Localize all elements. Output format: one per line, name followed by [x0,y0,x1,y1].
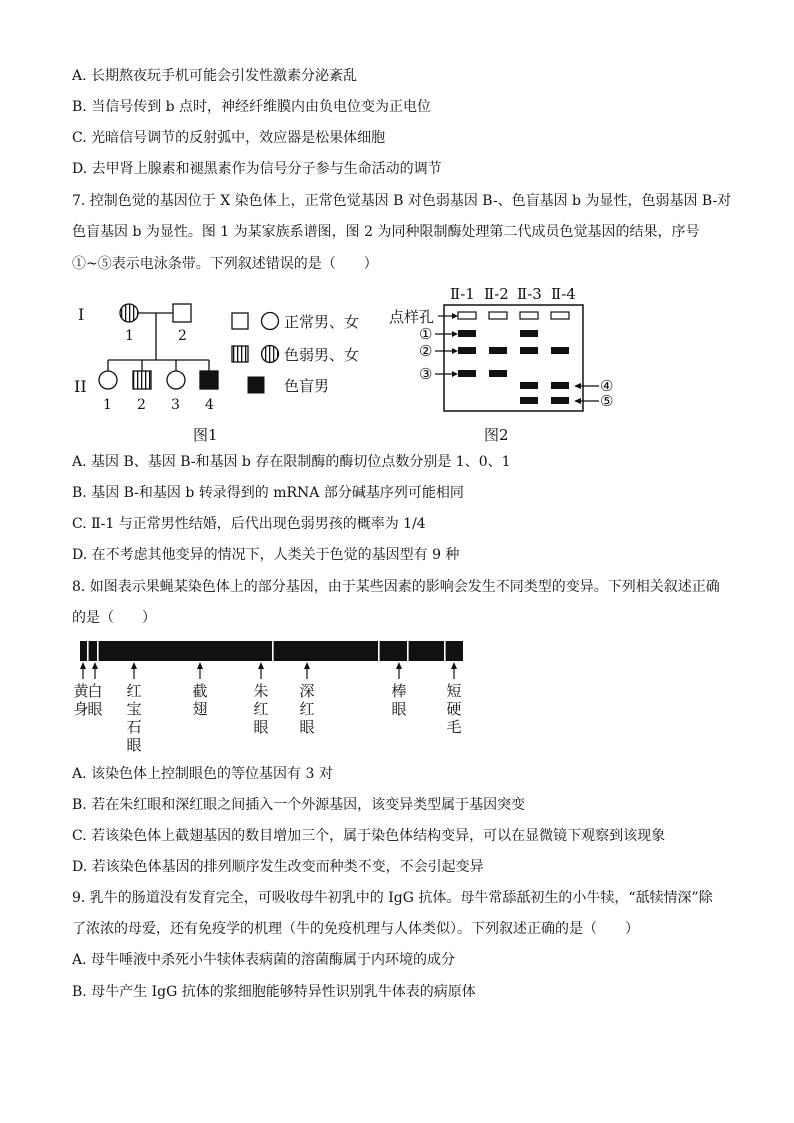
chromosome-separator [378,641,380,661]
chromosome-separator [407,641,409,661]
chromosome-separator [272,641,274,661]
gen2-num-3: 3 [171,397,180,413]
q8-option-b: B. 若在朱红眼和深红眼之间插入一个外源基因，该变异类型属于基因突变 [72,797,526,813]
gene-label: 截翅 [192,682,208,718]
lane-label-2: Ⅱ-2 [484,285,509,303]
q8-option-c: C. 若该染色体上截翅基因的数目增加三个，属于染色体结构变异，可以在显微镜下观察到该现象 [72,828,666,844]
q8-stem-line2: 的是（ ） [72,610,156,626]
band-marker-2: ② [419,342,433,360]
band-marker-5: ⑤ [600,392,614,410]
gene-locus-arrow [197,662,203,669]
q9-option-b: B. 母牛产生 IgG 抗体的浆细胞能够特异性识别乳牛体表的病原体 [72,984,476,1000]
well-lane3 [520,312,538,319]
band-lane2-3 [489,370,507,377]
chromosome-separator [87,641,89,661]
q7-stem-line1: 7. 控制色觉的基因位于 X 染色体上，正常色觉基因 B 对色弱基因 B-、色盲基因 b 为显性，色弱基因 B-对 [72,193,732,209]
pedigree-figure [72,292,392,448]
band-lane4-5 [551,397,569,404]
gen2-num-2: 2 [137,397,146,413]
legend-blind-label: 色盲男 [284,377,330,395]
gen1-male-normal [173,304,191,322]
q8-stem-line1: 8. 如图表示果蝇某染色体上的部分基因，由于某些因素的影响会发生不同类型的变异。下列相关叙述正确 [72,579,720,595]
q9-stem-line2: 了浓浓的母爱，还有免疫学的机理（牛的免疫机理与人体类似）。下列叙述正确的是（ ） [72,921,639,937]
q6-option-c: C. 光暗信号调节的反射弧中，效应器是松果体细胞 [72,130,386,146]
gen2-1-female-normal [99,371,117,389]
gene-locus-arrow [304,662,310,669]
chromosome-figure [72,636,472,758]
q6-option-b: B. 当信号传到 b 点时，神经纤维膜内由负电位变为正电位 [72,99,432,115]
band-marker-1: ① [419,325,433,343]
band-lane1-1 [458,330,476,337]
band-marker-3: ③ [419,365,433,383]
gene-label: 白眼 [87,682,103,718]
chromosome-separator [97,641,99,661]
gen2-4-male-colorblind [200,371,218,389]
gene-locus-arrow [131,662,137,669]
q6-option-a: A. 长期熬夜玩手机可能会引发性激素分泌紊乱 [72,68,358,84]
gen1-female-colorweak [120,304,138,322]
gene-label: 红宝石眼 [126,682,142,754]
q6-option-d: D. 去甲肾上腺素和褪黑素作为信号分子参与生命活动的调节 [72,161,442,177]
well-lane1 [458,312,476,319]
gene-label: 棒眼 [391,682,407,718]
lane-label-4: Ⅱ-4 [551,285,576,303]
gene-label: 深红眼 [299,682,315,736]
q8-option-d: D. 若该染色体基因的排列顺序发生改变而种类不变，不会引起变异 [72,859,484,875]
lane-label-3: Ⅱ-3 [517,285,542,303]
q7-stem-line3: ①~⑤表示电泳条带。下列叙述错误的是（ ） [72,256,378,272]
q7-option-a: A. 基因 B、基因 B-和基因 b 存在限制酶的酶切位点数分别是 1、0、1 [72,454,511,470]
figure1-caption: 图1 [193,426,218,444]
gene-locus-arrow [396,662,402,669]
q9-stem-line1: 9. 乳牛的肠道没有发育完全，可吸收母牛初乳中的 IgG 抗体。母牛常舔舐初生的小牛犊，“舐犊情深”除 [72,890,713,906]
gen2-num-4: 4 [205,397,214,413]
chromosome-bar [80,641,463,661]
legend-blind-male [248,377,264,393]
well-label: 点样孔 [389,308,435,326]
q8-option-a: A. 该染色体上控制眼色的等位基因有 3 对 [72,766,333,782]
figure2-caption: 图2 [484,426,509,444]
q7-stem-line2: 色盲基因 b 为显性。图 1 为某家族系谱图，图 2 为同种限制酶处理第二代成员色觉基因的结果，序号 [72,224,700,240]
q9-option-a: A. 母牛唾液中杀死小牛犊体表病菌的溶菌酶属于内环境的成分 [72,952,456,968]
well-lane4 [551,312,569,319]
gene-label: 黄身 [73,682,89,718]
gene-label: 短硬毛 [446,682,462,736]
generation-2-label: II [74,377,87,396]
band-lane1-3 [458,370,476,377]
legend-weak-male [232,346,248,362]
q7-option-b: B. 基因 B-和基因 b 转录得到的 mRNA 部分碱基序列可能相同 [72,485,464,501]
legend-normal-label: 正常男、女 [284,313,360,331]
band-marker-4: ④ [600,377,614,395]
band-lane1-2 [458,347,476,354]
gen1-num-2: 2 [178,328,187,344]
gen2-num-1: 1 [103,397,112,413]
gen2-2-male-colorweak [133,371,151,389]
band-lane3-4 [520,382,538,389]
band-lane3-2 [520,347,538,354]
band-lane2-2 [489,347,507,354]
band-lane4-2 [551,347,569,354]
gene-locus-arrow [80,662,86,669]
q7-option-d: D. 在不考虑其他变异的情况下，人类关于色觉的基因型有 9 种 [72,547,460,563]
legend-weak-female [262,346,279,363]
gene-locus-arrow [258,662,264,669]
gen2-3-female-normal [167,371,185,389]
chromosome-separator [444,641,446,661]
gen1-num-1: 1 [125,328,134,344]
lane-label-1: Ⅱ-1 [450,285,475,303]
well-lane2 [489,312,507,319]
legend-weak-label: 色弱男、女 [284,346,360,364]
band-lane3-5 [520,397,538,404]
generation-1-label: I [78,305,85,324]
band-lane4-4 [551,382,569,389]
gene-label: 朱红眼 [253,682,269,736]
gel-frame [444,305,583,411]
gene-locus-arrow [451,662,457,669]
band-lane3-1 [520,330,538,337]
q7-option-c: C. Ⅱ-1 与正常男性结婚，后代出现色弱男孩的概率为 1/4 [72,516,426,532]
legend-normal-female [262,313,279,330]
gene-locus-arrow [92,662,98,669]
legend-normal-male [232,313,248,329]
electrophoresis-figure [388,282,638,448]
